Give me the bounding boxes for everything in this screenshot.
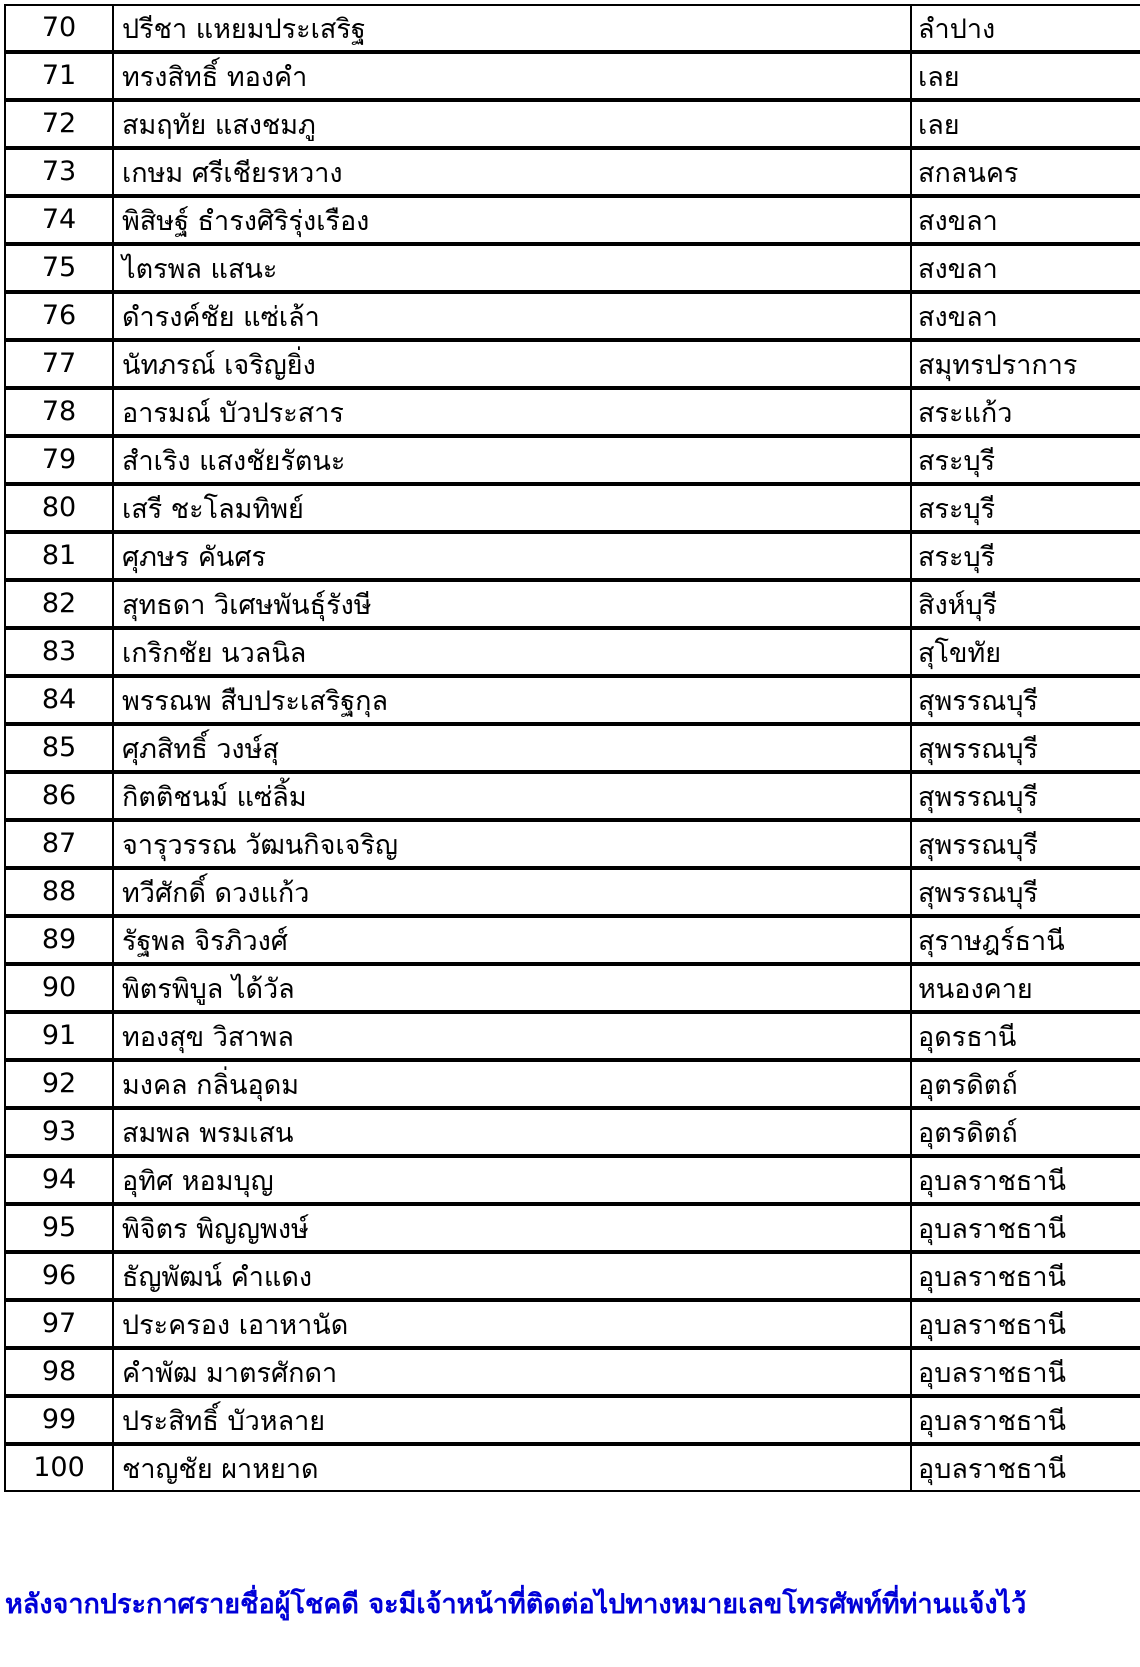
province-cell: สุพรรณบุรี [910,868,1140,916]
table-row [4,340,1140,388]
row-number-cell: 86 [4,772,112,820]
province-cell: อุบลราชธานี [910,1204,1140,1252]
row-number-cell: 76 [4,292,112,340]
table-row [4,1108,1140,1156]
winner-name-cell: นัทภรณ์ เจริญยิ่ง [112,340,910,388]
row-number-cell: 74 [4,196,112,244]
winner-name-cell: ชาญชัย ผาหยาด [112,1444,910,1492]
province-cell: อุตรดิตถ์ [910,1108,1140,1156]
row-number-cell: 75 [4,244,112,292]
winner-name-cell: ทวีศักดิ์ ดวงแก้ว [112,868,910,916]
province-cell: สุพรรณบุรี [910,724,1140,772]
winner-name-cell: ทองสุข วิสาพล [112,1012,910,1060]
winner-name-cell: อุทิศ หอมบุญ [112,1156,910,1204]
winner-name-cell: สมพล พรมเสน [112,1108,910,1156]
province-cell: สิงห์บุรี [910,580,1140,628]
table-row [4,196,1140,244]
footer-note: หลังจากประกาศรายชื่อผู้โชคดี จะมีเจ้าหน้าที่ติดต่อไปทางหมายเลขโทรศัพท์ที่ท่านแจ้งไว้ [5,1589,1027,1620]
province-cell: หนองคาย [910,964,1140,1012]
table-row [4,1396,1140,1444]
winner-name-cell: ไตรพล แสนะ [112,244,910,292]
winner-name-cell: มงคล กลิ่นอุดม [112,1060,910,1108]
row-number-cell: 70 [4,4,112,52]
table-row [4,916,1140,964]
province-cell: สุโขทัย [910,628,1140,676]
table-row [4,772,1140,820]
table-row [4,388,1140,436]
table-row [4,244,1140,292]
winner-name-cell: ศุภสิทธิ์ วงษ์สุ [112,724,910,772]
row-number-cell: 92 [4,1060,112,1108]
row-number-cell: 87 [4,820,112,868]
table-row [4,292,1140,340]
winner-name-cell: พิสิษฐ์ ธำรงศิริรุ่งเรือง [112,196,910,244]
province-cell: อุดรธานี [910,1012,1140,1060]
winner-name-cell: สุทธดา วิเศษพันธุ์รังษี [112,580,910,628]
province-cell: สระบุรี [910,532,1140,580]
province-cell: สุราษฎร์ธานี [910,916,1140,964]
row-number-cell: 100 [4,1444,112,1492]
table-row [4,1252,1140,1300]
table-row [4,1012,1140,1060]
table-row [4,4,1140,52]
row-number-cell: 94 [4,1156,112,1204]
winner-name-cell: พิตรพิบูล ได้วัล [112,964,910,1012]
winner-name-cell: ปรีชา แหยมประเสริฐ [112,4,910,52]
row-number-cell: 71 [4,52,112,100]
row-number-cell: 78 [4,388,112,436]
winner-name-cell: ดำรงค์ชัย แซ่เล้า [112,292,910,340]
province-cell: อุบลราชธานี [910,1348,1140,1396]
province-cell: อุบลราชธานี [910,1252,1140,1300]
winner-name-cell: ทรงสิทธิ์ ทองคำ [112,52,910,100]
winner-name-cell: ประครอง เอาหานัด [112,1300,910,1348]
row-number-cell: 88 [4,868,112,916]
row-number-cell: 95 [4,1204,112,1252]
table-row [4,1060,1140,1108]
table-row [4,148,1140,196]
table-row [4,1348,1140,1396]
province-cell: อุบลราชธานี [910,1396,1140,1444]
winner-name-cell: พิจิตร พิญญพงษ์ [112,1204,910,1252]
row-number-cell: 89 [4,916,112,964]
province-cell: อุตรดิตถ์ [910,1060,1140,1108]
winner-list-body [4,4,1140,1492]
winner-name-cell: พรรณพ สืบประเสริฐกุล [112,676,910,724]
province-cell: อุบลราชธานี [910,1444,1140,1492]
table-row [4,964,1140,1012]
table-row [4,532,1140,580]
row-number-cell: 97 [4,1300,112,1348]
winner-name-cell: จารุวรรณ วัฒนกิจเจริญ [112,820,910,868]
row-number-cell: 99 [4,1396,112,1444]
row-number-cell: 82 [4,580,112,628]
winner-name-cell: ประสิทธิ์ บัวหลาย [112,1396,910,1444]
row-number-cell: 80 [4,484,112,532]
table-row [4,436,1140,484]
winner-name-cell: กิตติชนม์ แซ่ลิ้ม [112,772,910,820]
table-row [4,820,1140,868]
winner-name-cell: เกริกชัย นวลนิล [112,628,910,676]
winner-name-cell: เสรี ชะโลมทิพย์ [112,484,910,532]
table-row [4,628,1140,676]
table-row [4,1300,1140,1348]
province-cell: สงขลา [910,292,1140,340]
row-number-cell: 96 [4,1252,112,1300]
winner-name-cell: อารมณ์ บัวประสาร [112,388,910,436]
row-number-cell: 84 [4,676,112,724]
winner-name-cell: สมฤทัย แสงชมภู [112,100,910,148]
row-number-cell: 72 [4,100,112,148]
row-number-cell: 83 [4,628,112,676]
province-cell: เลย [910,100,1140,148]
province-cell: สุพรรณบุรี [910,820,1140,868]
table-row [4,1444,1140,1492]
table-row [4,1204,1140,1252]
province-cell: ลำปาง [910,4,1140,52]
row-number-cell: 90 [4,964,112,1012]
row-number-cell: 91 [4,1012,112,1060]
row-number-cell: 98 [4,1348,112,1396]
table-row [4,52,1140,100]
province-cell: สกลนคร [910,148,1140,196]
province-cell: สงขลา [910,244,1140,292]
province-cell: สุพรรณบุรี [910,676,1140,724]
table-row [4,1156,1140,1204]
winner-name-cell: เกษม ศรีเชียรหวาง [112,148,910,196]
province-cell: เลย [910,52,1140,100]
province-cell: อุบลราชธานี [910,1156,1140,1204]
winner-name-cell: คำพัฒ มาตรศักดา [112,1348,910,1396]
row-number-cell: 93 [4,1108,112,1156]
winner-name-cell: ศุภษร คันศร [112,532,910,580]
province-cell: สุพรรณบุรี [910,772,1140,820]
row-number-cell: 81 [4,532,112,580]
winner-name-cell: สำเริง แสงชัยรัตนะ [112,436,910,484]
province-cell: สมุทรปราการ [910,340,1140,388]
row-number-cell: 77 [4,340,112,388]
province-cell: สงขลา [910,196,1140,244]
row-number-cell: 73 [4,148,112,196]
province-cell: สระบุรี [910,484,1140,532]
table-row [4,100,1140,148]
table-row [4,676,1140,724]
province-cell: สระบุรี [910,436,1140,484]
table-row [4,724,1140,772]
table-row [4,868,1140,916]
table-row [4,580,1140,628]
table-row [4,484,1140,532]
province-cell: อุบลราชธานี [910,1300,1140,1348]
row-number-cell: 85 [4,724,112,772]
winner-list-table [4,4,1140,1492]
province-cell: สระแก้ว [910,388,1140,436]
winner-name-cell: ธัญพัฒน์ คำแดง [112,1252,910,1300]
row-number-cell: 79 [4,436,112,484]
winner-name-cell: รัฐพล จิรภิวงศ์ [112,916,910,964]
